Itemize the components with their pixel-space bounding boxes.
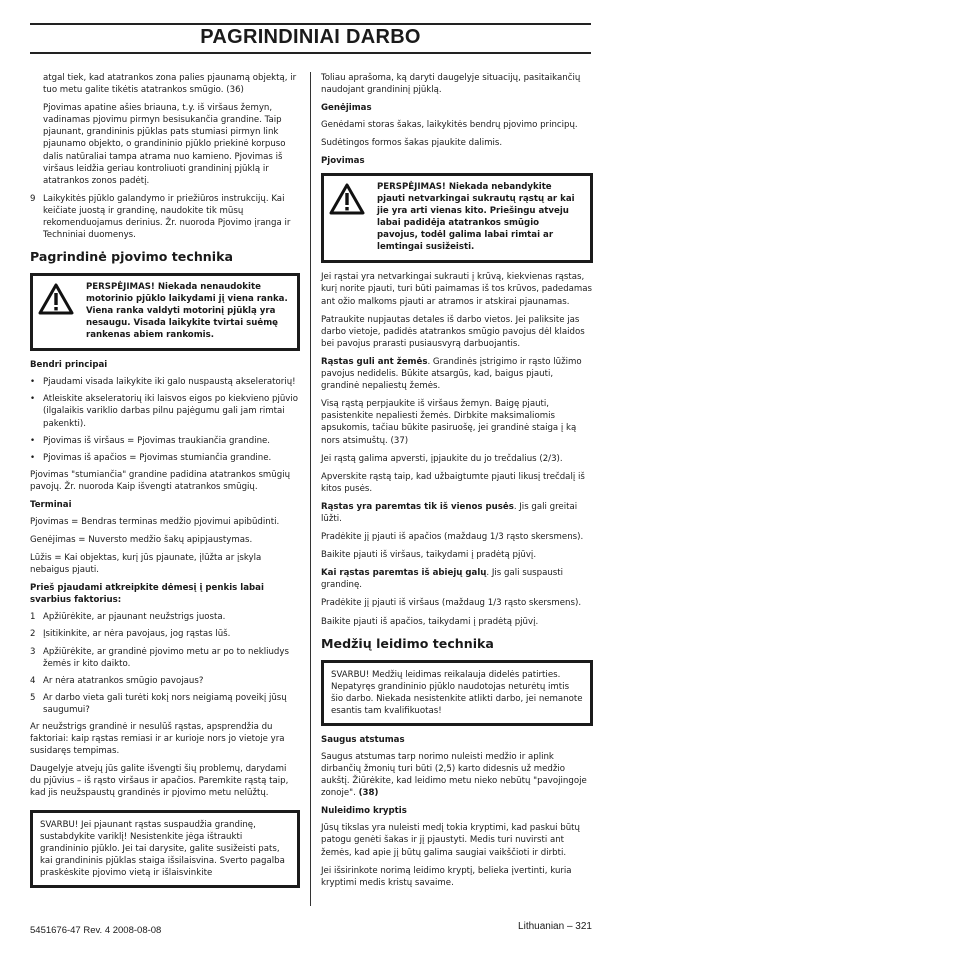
list-number: 4	[30, 675, 36, 686]
warning-box	[30, 273, 300, 351]
warning-box	[321, 173, 593, 263]
paragraph: Sudėtingos formos šakas pjaukite dalimis.	[321, 138, 503, 149]
paragraph	[321, 501, 593, 525]
list-number: 1	[30, 612, 36, 623]
inline-bold: Rąstas guli ant žemės	[321, 356, 428, 367]
list-text: Pjaudami visada laikykite iki galo nuspaustą akseleratorių!	[43, 377, 296, 388]
inline-bold: Rąstas yra paremtas tik iš vienos pusės	[321, 501, 514, 512]
inline-text: . Grandinės įstrigimo ir rąsto lūžimo pavojus nedidelis. Būkite atsargūs, kad, baigus pjauti, grandinė nepaliestų žemės.	[321, 356, 582, 392]
subheading-cutting: Pjovimas	[321, 156, 365, 167]
list-item	[30, 193, 300, 241]
list-item	[30, 628, 300, 640]
important-note-box: SVARBU! Medžių leidimas reikalauja didelės patirties. Nepatyręs grandininio pjūklo naudotojas neturėtų imtis šio darbo. Niekada nesistenkite atlikti darbo, jei nemanote esantis tam kvalifikuotas!	[321, 660, 593, 726]
list-item	[30, 452, 300, 464]
subheading-direction: Nuleidimo kryptis	[321, 806, 407, 817]
list-text: Ar nėra atatrankos smūgio pavojaus?	[43, 675, 204, 686]
subheading-factors: Prieš pjaudami atkreipkite dėmesį į penkis labai svarbius faktorius:	[30, 583, 264, 606]
paragraph: Pjovimas "stumiančia" grandine padidina atatrankos smūgių pavojų. Žr. nuoroda Kaip išvengti atatrankos smūgių.	[30, 469, 291, 492]
paragraph: Ar neužstrigs grandinė ir nesulūš rąstas, apsprendžia du faktoriai: kaip rąstas remiasi ir ar kurioje nors jo vietoje yra susidaręs tempimas.	[30, 722, 285, 757]
inline-text: . Jis gali suspausti grandinę.	[321, 568, 564, 591]
warning-text: PERSPĖJIMAS! Niekada nebandykite pjauti netvarkingai sukrautų rąstų ar kai jie yra arti vienas kito. Priešingu atveju labai padidėja atatrankos smūgio pavojus, todėl galima labai rimtai ar lemtingai susižeisti.	[377, 182, 575, 253]
figure-ref: (38)	[358, 788, 379, 799]
bullet-list	[30, 376, 300, 464]
paragraph: Pjovimas = Bendras terminas medžio pjovimui apibūdinti.	[30, 516, 280, 527]
bullet-mark: •	[30, 394, 36, 405]
header-bottom-rule	[30, 52, 591, 54]
list-number: 2	[30, 629, 36, 640]
paragraph: Baikite pjauti iš apačios, taikydami į pradėtą pjūvį.	[321, 616, 539, 627]
paragraph: atgal tiek, kad atatrankos zona palies pjaunamą objektą, ir tuo metu galite tikėtis atatrankos smūgio. (36)	[43, 73, 297, 96]
paragraph: Pradėkite jį pjauti iš viršaus (maždaug 1/3 rąsto skersmens).	[321, 598, 582, 609]
paragraph: Genėjimas = Nuversto medžio šakų apipjaustymas.	[30, 535, 253, 546]
list-number: 3	[30, 646, 36, 657]
header-top-rule	[30, 23, 591, 25]
list-text: Įsitikinkite, ar nėra pavojaus, jog rąstas lūš.	[43, 629, 231, 640]
important-note-box: SVARBU! Jei pjaunant rąstas suspaudžia grandinę, sustabdykite variklį! Nesistenkite jėga ištraukti grandininio pjūklo. Jei tai darysite, galite susižeisti pats, kai grandininis pjūklas staiga išsilaisvina. Sverto pagalba praskėskite pjovimo vietą ir išlaisvinkite	[30, 810, 300, 888]
list-item	[30, 435, 300, 447]
list-text: Atleiskite akseleratorių iki laisvos eigos po kiekvieno pjūvio (ilgalaikis variklio darbas pilnu pajėgumu gali jam rimtai pakenkti).	[43, 394, 299, 429]
list-text: Ar darbo vieta gali turėti kokį nors neigiamą poveikį jūsų saugumui?	[43, 692, 287, 715]
list-text: Laikykitės pjūklo galandymo ir priežiūros instrukcijų. Kai keičiate juostą ir grandinę, naudokite tik mūsų rekomenduojamus derinius. Žr. nuoroda Pjovimo įranga ir Techniniai duomenys.	[43, 193, 291, 241]
bullet-mark: •	[30, 435, 36, 446]
footer-doc-code: 5451676-47 Rev. 4 2008-08-08	[30, 925, 162, 936]
subheading-safe-distance: Saugus atstumas	[321, 735, 405, 745]
paragraph: Pradėkite jį pjauti iš apačios (maždaug 1/3 rąsto skersmens).	[321, 532, 584, 543]
subheading-limbing: Genėjimas	[321, 103, 372, 114]
paragraph	[321, 751, 593, 799]
list-item	[30, 376, 300, 388]
section-heading-basic: Pagrindinė pjovimo technika	[30, 249, 233, 265]
inline-text: Saugus atstumas tarp norimo nuleisti medžio ir aplink dirbančių žmonių turi būti (2,5) karto didesnis už medžio aukštį. Žiūrėkite, kad leidimo metu nieko nebūtų "pavojingoje zonoje".	[321, 752, 587, 799]
warning-text: PERSPĖJIMAS! Niekada nenaudokite motorinio pjūklo laikydami jį viena ranka. Viena ranka valdyti motorinį pjūklą yra nesaugu. Visada laikykite tvirtai suėmę rankenas abiem rankomis.	[86, 282, 288, 341]
list-number: 9	[30, 193, 36, 204]
paragraph	[321, 356, 593, 392]
warning-icon	[329, 181, 365, 253]
paragraph: Toliau aprašoma, ką daryti daugelyje situacijų, pasitaikančių naudojant grandininį pjūklą.	[321, 73, 581, 96]
subheading-terms: Terminai	[30, 499, 72, 510]
bullet-mark: •	[30, 377, 36, 388]
list-text: Apžiūrėkite, ar grandinė pjovimo metu ar po to nekliudys žemės ir kito daikto.	[43, 646, 289, 669]
inline-bold: Kai rąstas paremtas iš abiejų galų	[321, 568, 487, 579]
paragraph: Jūsų tikslas yra nuleisti medį tokia kryptimi, kad paskui būtų patogu genėti šakas ir jį pjaustyti. Medis turi nuvirsti ant žemės, kad apie jį būtų galima saugiai vaikščioti ir dirbti.	[321, 823, 580, 858]
paragraph: Genėdami storas šakas, laikykitės bendrų pjovimo principų.	[321, 120, 578, 131]
paragraph: Lūžis = Kai objektas, kurį jūs pjaunate, įlūžta ar įskyla nebaigus pjauti.	[30, 553, 262, 576]
list-item	[30, 692, 300, 716]
page-title: PAGRINDINIAI DARBO	[200, 26, 421, 48]
inline-text: . Jis gali greitai lūžti.	[321, 501, 578, 524]
list-text: Pjovimas iš viršaus = Pjovimas traukiančia grandine.	[43, 435, 271, 446]
paragraph	[321, 567, 593, 591]
list-number: 5	[30, 692, 36, 703]
list-item	[30, 675, 300, 687]
paragraph: Pjovimas apatine ašies briauna, t.y. iš viršaus žemyn, vadinamas pjovimu pirmyn besisukančia grandine. Taip pjaunant, grandininis pjūklas pats stumiasi pirmyn link pjaunamo objekto, o grandininio pjūklo priekinė korpuso dalis natūraliai tampa atrama nuo kamieno. Pjovimas iš viršaus leidžia geriau kontroliuoti grandininį pjūklą ir atatrankos zonos padėtį.	[43, 103, 286, 186]
paragraph: Jei rąstą galima apversti, įpjaukite du jo trečdalius (2/3).	[321, 453, 563, 464]
paragraph: Apverskite rąstą taip, kad užbaigtumte pjauti likusį trečdalį iš kitos pusės.	[321, 471, 585, 494]
list-item	[30, 646, 300, 670]
right-column	[321, 72, 593, 895]
subheading-general: Bendri principai	[30, 360, 108, 371]
column-divider	[310, 72, 311, 906]
footer-page-number: Lithuanian – 321	[518, 921, 592, 932]
section-heading-felling: Medžių leidimo technika	[321, 635, 494, 651]
list-text: Pjovimas iš apačios = Pjovimas stumiančia grandine.	[43, 452, 272, 463]
list-text: Apžiūrėkite, ar pjaunant neužstrigs juosta.	[43, 612, 226, 623]
paragraph: Visą rąstą perpjaukite iš viršaus žemyn. Baigę pjauti, pasistenkite nepaliesti žemės. Dirbkite maksimaliomis apsukomis, tačiau būkite pasiruošę, jei grandinė staiga į ką nors atsimuštų. (37)	[321, 399, 577, 446]
paragraph: Baikite pjauti iš viršaus, taikydami į pradėtą pjūvį.	[321, 550, 537, 561]
list-item	[30, 393, 300, 429]
paragraph: Patraukite nupjautas detales iš darbo vietos. Jei paliksite jas darbo vietoje, padidės atatrankos smūgio pavojus dėl klaidos bei pavojus prarasti pusiausvyrą darbuojantis.	[321, 314, 585, 349]
left-column	[30, 72, 300, 896]
paragraph: Jei išsirinkote norimą leidimo kryptį, belieka įvertinti, kuria kryptimi medis kristų savaime.	[321, 865, 572, 888]
list-item	[30, 611, 300, 623]
paragraph: Jei rąstai yra netvarkingai sukrauti į krūvą, kiekvienas rąstas, kurį norite pjauti, turi būti paimamas iš tos krūvos, padedamas ant ožio malkoms pjauti ar atramos ir atskirai pjaunamas.	[321, 272, 593, 307]
numbered-list	[30, 611, 300, 716]
paragraph: Daugelyje atvejų jūs galite išvengti šių problemų, darydami du pjūvius – iš rąsto viršaus ir apačios. Paremkite rąstą taip, kad jis neužspaustų grandinės ir pjovimo metu nelūžtų.	[30, 764, 289, 799]
warning-icon	[38, 281, 74, 341]
bullet-mark: •	[30, 452, 36, 463]
